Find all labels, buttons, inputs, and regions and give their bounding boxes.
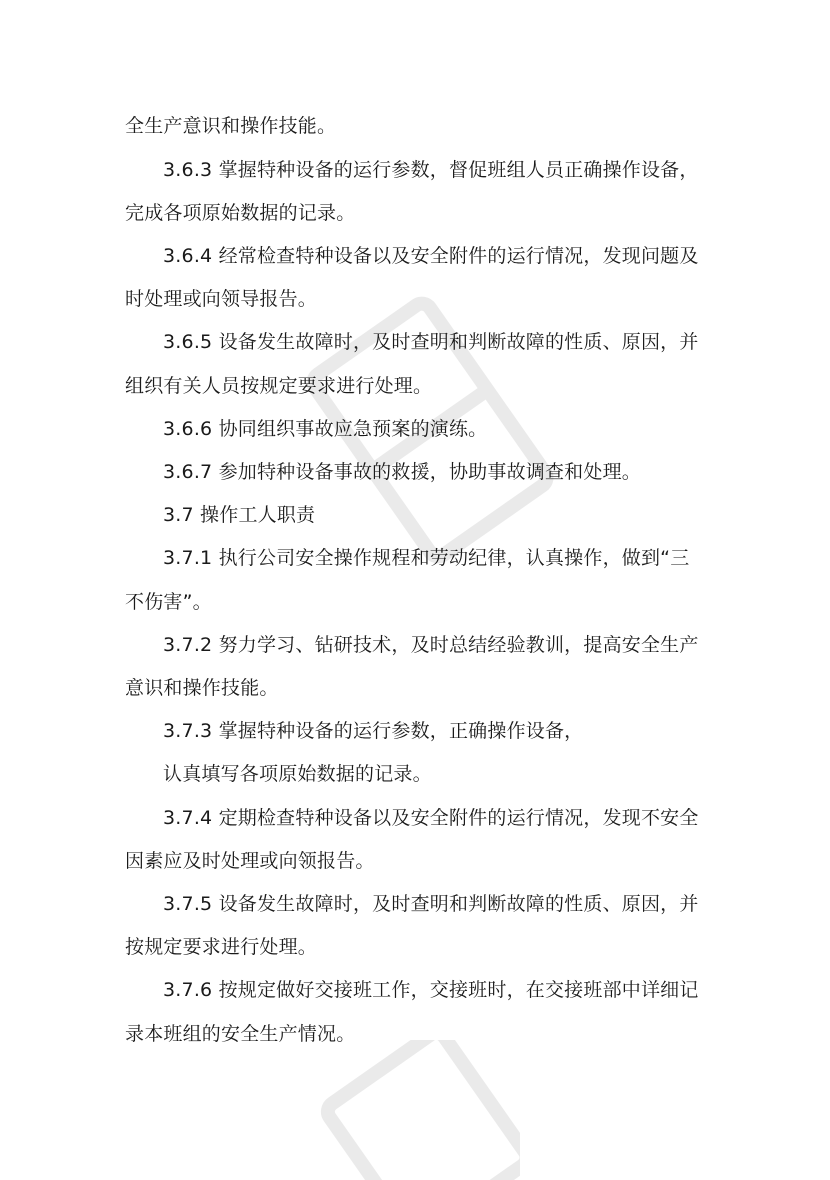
text-line: 3.6.3 掌握特种设备的运行参数，督促班组人员正确操作设备， bbox=[163, 159, 699, 181]
text-line: 3.7.4 定期检查特种设备以及安全附件的运行情况，发现不安全 bbox=[163, 807, 699, 829]
text-line: 3.7.1 执行公司安全操作规程和劳动纪律，认真操作，做到“三 bbox=[163, 547, 690, 569]
text-line: 3.6.4 经常检查特种设备以及安全附件的运行情况，发现问题及 bbox=[163, 245, 699, 267]
text-line: 意识和操作技能。 bbox=[125, 677, 279, 699]
text-line: 按规定要求进行处理。 bbox=[125, 936, 318, 958]
text-line: 3.7.2 努力学习、钻研技术，及时总结经验教训，提高安全生产 bbox=[163, 634, 699, 656]
text-line: 3.7.3 掌握特种设备的运行参数，正确操作设备， bbox=[163, 720, 584, 742]
section-heading: 3.7 操作工人职责 bbox=[163, 504, 316, 526]
text-line: 3.7.5 设备发生故障时，及时查明和判断故障的性质、原因，并 bbox=[163, 893, 699, 915]
text-line: 时处理或向领导报告。 bbox=[125, 288, 318, 310]
text-line: 3.7.6 按规定做好交接班工作，交接班时，在交接班部中详细记 bbox=[163, 979, 699, 1001]
text-line: 完成各项原始数据的记录。 bbox=[125, 202, 356, 224]
text-line: 3.6.5 设备发生故障时，及时查明和判断故障的性质、原因，并 bbox=[163, 331, 699, 353]
text-line: 不伤害”。 bbox=[125, 591, 212, 613]
text-line: 认真填写各项原始数据的记录。 bbox=[163, 763, 432, 785]
text-line: 因素应及时处理或向领报告。 bbox=[125, 850, 375, 872]
text-line: 3.6.6 协同组织事故应急预案的演练。 bbox=[163, 418, 488, 440]
text-line: 组织有关人员按规定要求进行处理。 bbox=[125, 375, 433, 397]
text-line: 3.6.7 参加特种设备事故的救援，协助事故调查和处理。 bbox=[163, 461, 641, 483]
text-line: 录本班组的安全生产情况。 bbox=[125, 1023, 356, 1045]
watermark-logo-bottom bbox=[300, 1040, 520, 1180]
text-line: 全生产意识和操作技能。 bbox=[125, 115, 337, 137]
